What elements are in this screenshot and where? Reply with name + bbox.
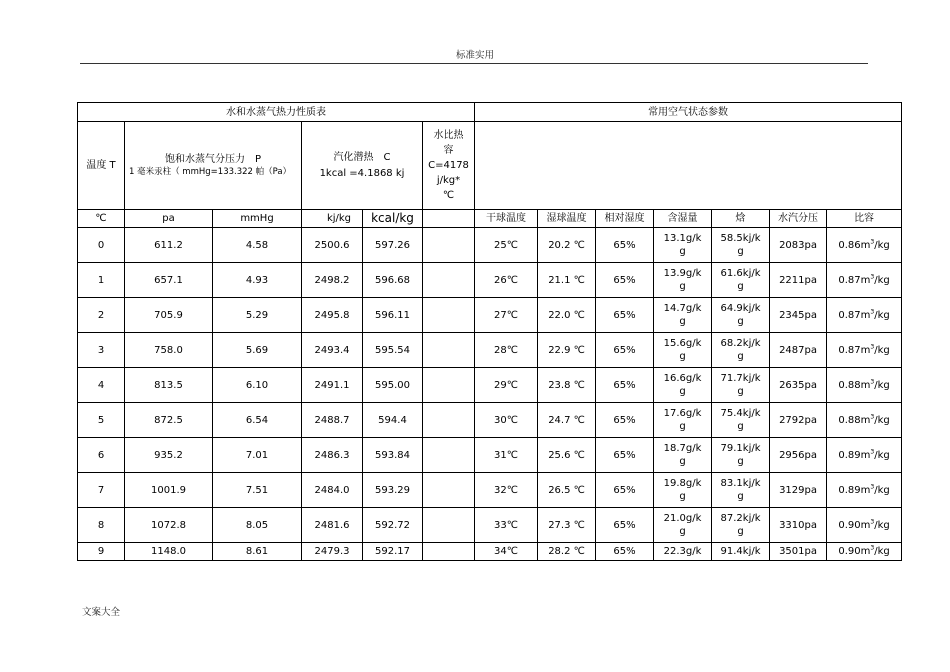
cell-dry-bulb: 29℃ [475,368,538,403]
cell-wet-bulb: 22.0 ℃ [538,298,596,333]
page-header: 标准实用 [455,50,494,61]
cell-enthalpy-line: g [737,246,744,257]
cell-wet-bulb: 23.8 ℃ [538,368,596,403]
air-header-blank [475,122,902,210]
specific-volume-unit: /kg [874,519,890,531]
cell-pressure-mmhg: 7.51 [213,473,302,508]
cell-specific-volume [827,403,902,438]
cell-pressure-mmhg: 8.05 [213,508,302,543]
specific-volume-unit: /kg [874,484,890,496]
cell-pressure-pa: 758.0 [125,333,213,368]
cell-specific-heat-blank [423,403,475,438]
cell-pressure-mmhg: 6.10 [213,368,302,403]
cell-specific-heat-blank [423,263,475,298]
cell-latent-kcal: 596.11 [363,298,423,333]
specific-volume-value: 0.89m [838,449,871,461]
table-row [78,228,902,263]
cell-latent-kj: 2491.1 [302,368,363,403]
cell-enthalpy-line: g [737,456,744,467]
specific-heat-line: 水比热 [433,130,464,141]
cell-humidity-ratio [654,298,712,333]
cell-relative-humidity: 65% [596,543,654,561]
specific-volume-superscript: 3 [870,273,875,281]
cell-enthalpy-line: g [737,351,744,362]
cell-latent-kcal: 593.29 [363,473,423,508]
cell-temp: 1 [78,263,125,298]
cell-dry-bulb: 30℃ [475,403,538,438]
cell-pressure-mmhg: 6.54 [213,403,302,438]
specific-volume-value: 0.88m [838,379,871,391]
table-row [78,298,902,333]
cell-latent-kcal: 597.26 [363,228,423,263]
cell-enthalpy [712,508,770,543]
specific-heat-line: 容 [443,145,454,156]
cell-wet-bulb: 25.6 ℃ [538,438,596,473]
cell-wet-bulb: 24.7 ℃ [538,403,596,438]
cell-relative-humidity: 65% [596,228,654,263]
table-row [78,543,902,561]
cell-vapor-pressure: 2083pa [770,228,827,263]
specific-volume-unit: /kg [874,546,890,557]
cell-pressure-pa: 611.2 [125,228,213,263]
cell-humidity-ratio-line: 13.1g/k [663,233,702,244]
cell-humidity-ratio [654,473,712,508]
cell-humidity-ratio [654,263,712,298]
cell-vapor-pressure: 3129pa [770,473,827,508]
air-header-vapor-pressure: 水汽分压 [770,210,827,228]
cell-specific-heat-blank [423,368,475,403]
cell-temp: 0 [78,228,125,263]
cell-latent-kcal: 593.84 [363,438,423,473]
cell-pressure-mmhg: 5.29 [213,298,302,333]
specific-volume-superscript: 3 [870,413,875,421]
cell-pressure-pa: 872.5 [125,403,213,438]
cell-pressure-mmhg: 7.01 [213,438,302,473]
cell-specific-heat-blank [423,298,475,333]
cell-latent-kcal: 594.4 [363,403,423,438]
specific-volume-unit: /kg [874,239,890,251]
specific-volume-value: 0.87m [838,274,871,286]
cell-latent-kj: 2481.6 [302,508,363,543]
cell-temp: 6 [78,438,125,473]
cell-enthalpy-line: 71.7kj/k [720,373,761,384]
cell-vapor-pressure: 2635pa [770,368,827,403]
cell-specific-volume [827,263,902,298]
air-header-enthalpy: 焓 [712,210,770,228]
cell-temp: 5 [78,403,125,438]
specific-volume-value: 0.90m [838,546,871,557]
unit-mmhg: mmHg [213,210,302,228]
specific-volume-unit: /kg [874,414,890,426]
cell-pressure-pa: 935.2 [125,438,213,473]
cell-vapor-pressure: 3310pa [770,508,827,543]
cell-enthalpy-line: 83.1kj/k [720,478,761,489]
cell-specific-volume [827,508,902,543]
cell-humidity-ratio-line: 15.6g/k [663,338,702,349]
specific-heat-line: C=4178 [428,160,469,171]
cell-wet-bulb: 27.3 ℃ [538,508,596,543]
cell-vapor-pressure: 2211pa [770,263,827,298]
cell-enthalpy [712,228,770,263]
cell-specific-volume [827,368,902,403]
cell-pressure-pa: 813.5 [125,368,213,403]
specific-volume-superscript: 3 [870,343,875,351]
cell-humidity-ratio-line: 18.7g/k [663,443,702,454]
cell-specific-heat-blank [423,543,475,561]
cell-humidity-ratio-line: 17.6g/k [663,408,702,419]
cell-vapor-pressure: 2956pa [770,438,827,473]
cell-latent-kj: 2495.8 [302,298,363,333]
table-row [78,403,902,438]
cell-enthalpy-line: g [737,526,744,537]
specific-heat-line: j/kg* [436,175,461,186]
cell-specific-heat-blank [423,438,475,473]
specific-volume-superscript: 3 [870,238,875,246]
cell-pressure-pa: 1072.8 [125,508,213,543]
cell-enthalpy-line: g [737,386,744,397]
cell-vapor-pressure: 2792pa [770,403,827,438]
cell-dry-bulb: 26℃ [475,263,538,298]
unit-blank [423,210,475,228]
cell-pressure-pa: 1148.0 [125,543,213,561]
cell-latent-kcal: 596.68 [363,263,423,298]
cell-enthalpy-line: 75.4kj/k [720,408,761,419]
cell-latent-kcal: 592.17 [363,543,423,561]
cell-pressure-mmhg: 4.93 [213,263,302,298]
cell-latent-kcal: 595.00 [363,368,423,403]
cell-latent-kj: 2479.3 [302,543,363,561]
pressure-header: 饱和水蒸气分压力 P [164,153,262,165]
specific-volume-superscript: 3 [870,518,875,526]
page-footer: 文案大全 [82,607,121,618]
air-table-title: 常用空气状态参数 [475,103,902,122]
cell-enthalpy-line: g [737,421,744,432]
cell-relative-humidity: 65% [596,368,654,403]
cell-temp: 3 [78,333,125,368]
cell-dry-bulb: 32℃ [475,473,538,508]
cell-humidity-ratio-line: g [679,386,686,397]
specific-volume-value: 0.90m [838,519,871,531]
cell-wet-bulb: 26.5 ℃ [538,473,596,508]
cell-humidity-ratio [654,228,712,263]
cell-relative-humidity: 65% [596,298,654,333]
specific-volume-superscript: 3 [870,544,875,552]
cell-wet-bulb: 22.9 ℃ [538,333,596,368]
unit-temp: ℃ [78,210,125,228]
unit-kjkg: kj/kg [302,210,363,228]
water-table-title: 水和水蒸气热力性质表 [78,103,475,122]
cell-enthalpy [712,298,770,333]
specific-heat-header-cell [423,122,475,210]
table-row [78,508,902,543]
cell-humidity-ratio-line: 16.6g/k [663,373,702,384]
specific-volume-unit: /kg [874,379,890,391]
cell-pressure-mmhg: 4.58 [213,228,302,263]
cell-latent-kj: 2493.4 [302,333,363,368]
cell-dry-bulb: 28℃ [475,333,538,368]
cell-enthalpy-line: g [737,316,744,327]
cell-dry-bulb: 34℃ [475,543,538,561]
specific-volume-value: 0.88m [838,414,871,426]
cell-enthalpy [712,473,770,508]
specific-volume-superscript: 3 [870,308,875,316]
cell-humidity-ratio [654,508,712,543]
cell-latent-kcal: 595.54 [363,333,423,368]
cell-enthalpy-line: 79.1kj/k [720,443,761,454]
cell-wet-bulb: 21.1 ℃ [538,263,596,298]
latent-header-cell [302,122,423,210]
cell-specific-heat-blank [423,228,475,263]
cell-specific-volume [827,438,902,473]
cell-dry-bulb: 33℃ [475,508,538,543]
specific-volume-unit: /kg [874,309,890,321]
cell-wet-bulb: 28.2 ℃ [538,543,596,561]
cell-enthalpy [712,333,770,368]
cell-humidity-ratio-line: g [679,491,686,502]
cell-temp: 4 [78,368,125,403]
cell-enthalpy [712,263,770,298]
specific-volume-superscript: 3 [870,448,875,456]
cell-wet-bulb: 20.2 ℃ [538,228,596,263]
cell-temp: 7 [78,473,125,508]
air-header-rh: 相对湿度 [596,210,654,228]
table-row [78,263,902,298]
cell-temp: 2 [78,298,125,333]
cell-humidity-ratio [654,438,712,473]
unit-pa: pa [125,210,213,228]
cell-humidity-ratio-line: g [679,246,686,257]
cell-latent-kj: 2498.2 [302,263,363,298]
cell-relative-humidity: 65% [596,263,654,298]
cell-enthalpy-line: 87.2kj/k [720,513,761,524]
specific-volume-unit: /kg [874,274,890,286]
air-header-wet: 湿球温度 [538,210,596,228]
cell-dry-bulb: 31℃ [475,438,538,473]
latent-header: 汽化潜热 C [333,152,391,163]
cell-humidity-ratio-line: 14.7g/k [663,303,702,314]
cell-humidity-ratio-line: 13.9g/k [663,268,702,279]
specific-volume-value: 0.87m [838,309,871,321]
cell-humidity-ratio-line: g [679,456,686,467]
specific-volume-unit: /kg [874,449,890,461]
unit-kcalkg: kcal/kg [363,210,423,228]
cell-relative-humidity: 65% [596,473,654,508]
cell-vapor-pressure: 2487pa [770,333,827,368]
cell-enthalpy-line: 64.9kj/k [720,303,761,314]
specific-volume-value: 0.86m [838,239,871,251]
cell-relative-humidity: 65% [596,403,654,438]
table-row [78,368,902,403]
cell-humidity-ratio-line: 22.3g/k [663,546,702,557]
cell-temp: 9 [78,543,125,561]
pressure-header-cell [125,122,302,210]
pressure-note: 1 毫米汞柱（ mmHg=133.322 帕（Pa） [129,166,292,177]
specific-volume-superscript: 3 [870,483,875,491]
header-rule [80,63,868,64]
specific-heat-line: ℃ [442,190,455,201]
temp-header: 温度 T [78,122,125,210]
specific-volume-unit: /kg [874,344,890,356]
cell-humidity-ratio-line: g [679,526,686,537]
cell-pressure-pa: 705.9 [125,298,213,333]
table-row [78,438,902,473]
cell-enthalpy-line: g [737,281,744,292]
cell-humidity-ratio-line: 19.8g/k [663,478,702,489]
cell-humidity-ratio-line: g [679,316,686,327]
specific-volume-value: 0.89m [838,484,871,496]
cell-vapor-pressure: 3501pa [770,543,827,561]
cell-specific-volume [827,298,902,333]
cell-enthalpy [712,403,770,438]
cell-dry-bulb: 27℃ [475,298,538,333]
cell-specific-heat-blank [423,508,475,543]
cell-specific-volume [827,473,902,508]
specific-volume-value: 0.87m [838,344,871,356]
cell-enthalpy [712,368,770,403]
cell-specific-volume [827,543,902,561]
cell-vapor-pressure: 2345pa [770,298,827,333]
cell-latent-kcal: 592.72 [363,508,423,543]
cell-enthalpy-line: 91.4kj/k [720,546,761,557]
cell-dry-bulb: 25℃ [475,228,538,263]
cell-latent-kj: 2484.0 [302,473,363,508]
cell-temp: 8 [78,508,125,543]
cell-enthalpy-line: 58.5kj/k [720,233,761,244]
cell-pressure-mmhg: 8.61 [213,543,302,561]
cell-latent-kj: 2486.3 [302,438,363,473]
cell-humidity-ratio-line: 21.0g/k [663,513,702,524]
cell-humidity-ratio [654,333,712,368]
cell-enthalpy [712,438,770,473]
cell-enthalpy-line: 61.6kj/k [720,268,761,279]
cell-humidity-ratio [654,403,712,438]
cell-enthalpy-line: g [737,491,744,502]
cell-relative-humidity: 65% [596,333,654,368]
cell-pressure-pa: 657.1 [125,263,213,298]
cell-relative-humidity: 65% [596,438,654,473]
cell-pressure-mmhg: 5.69 [213,333,302,368]
air-header-humidity: 含湿量 [654,210,712,228]
table-row [78,333,902,368]
cell-latent-kj: 2488.7 [302,403,363,438]
cell-latent-kj: 2500.6 [302,228,363,263]
cell-humidity-ratio-line: g [679,351,686,362]
table-row [78,473,902,508]
cell-humidity-ratio [654,543,712,561]
cell-humidity-ratio-line: g [679,421,686,432]
cell-relative-humidity: 65% [596,508,654,543]
cell-humidity-ratio-line: g [679,281,686,292]
cell-enthalpy [712,543,770,561]
latent-note: 1kcal =4.1868 kj [319,168,405,179]
cell-specific-volume [827,228,902,263]
cell-enthalpy-line: 68.2kj/k [720,338,761,349]
cell-specific-heat-blank [423,473,475,508]
properties-table [77,102,902,561]
cell-specific-heat-blank [423,333,475,368]
specific-volume-superscript: 3 [870,378,875,386]
cell-specific-volume [827,333,902,368]
air-header-dry: 干球温度 [475,210,538,228]
air-header-specific-volume: 比容 [827,210,902,228]
cell-pressure-pa: 1001.9 [125,473,213,508]
cell-humidity-ratio [654,368,712,403]
